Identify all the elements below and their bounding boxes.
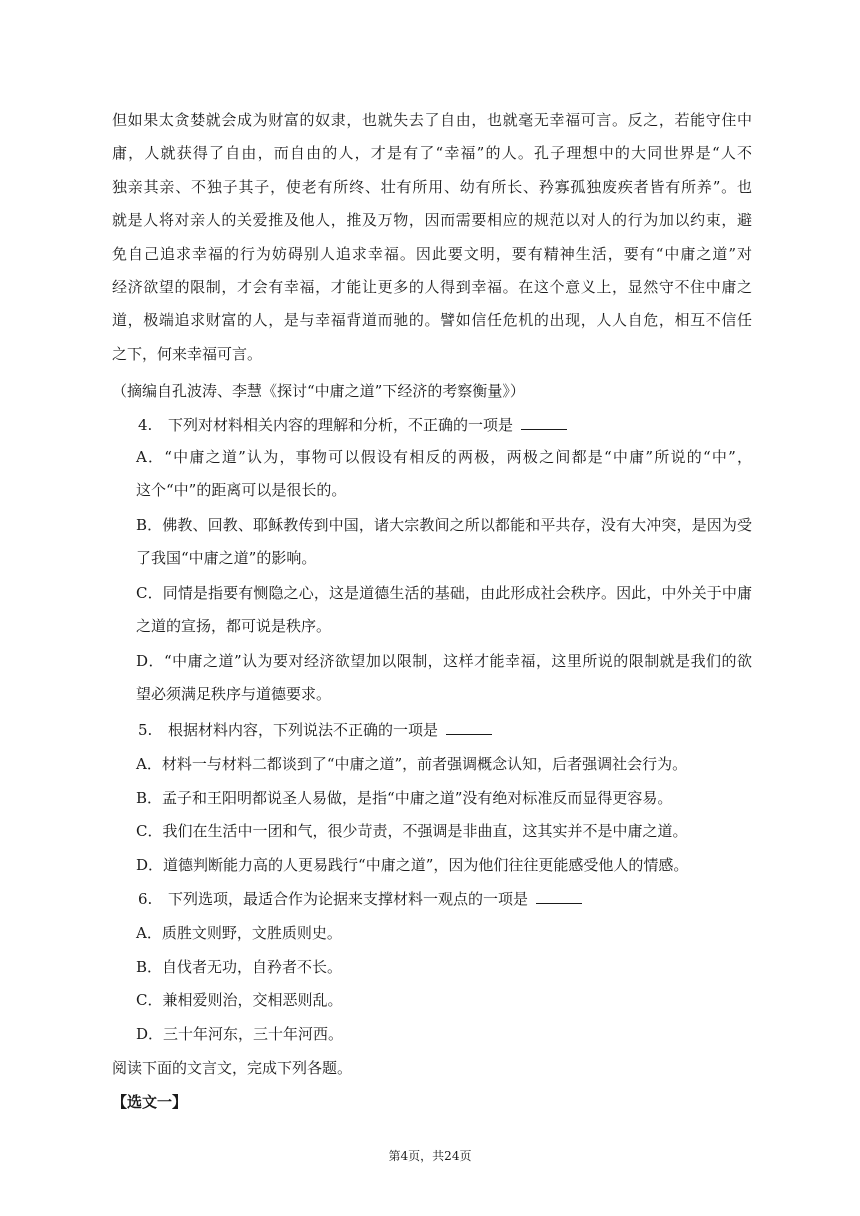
passage-line: 之下，何来幸福可言。 xyxy=(112,344,263,363)
option-line: D．“中庸之道”认为要对经济欲望加以限制，这样才能幸福，这里所说的限制就是我们的欲 xyxy=(136,652,752,670)
passage-line: 就是人将对亲人的关爱推及他人，推及万物，因而需要相应的规范以对人的行为加以约束，避 xyxy=(112,211,752,230)
passage-source: （摘编自孔波涛、李慧《探讨“中庸之道”下经济的考察衡量》） xyxy=(112,382,525,400)
question-5-stem xyxy=(138,720,492,740)
page-footer: 第4页，共24页 xyxy=(388,1149,472,1163)
question-5-option-a: A．材料一与材料二都谈到了“中庸之道”，前者强调概念认知，后者强调社会行为。 xyxy=(136,755,688,773)
question-4-option-d xyxy=(136,645,752,712)
question-6-option-a: A．质胜文则野，文胜质则史。 xyxy=(136,924,342,942)
passage-line: 但如果太贪婪就会成为财富的奴隶，也就失去了自由，也就毫无幸福可言。反之，若能守住中 xyxy=(112,111,752,129)
answer-blank[interactable] xyxy=(536,889,582,904)
question-4-option-a xyxy=(136,441,752,508)
question-number: 6. xyxy=(138,890,153,908)
question-text: 根据材料内容，下列说法不正确的一项是 xyxy=(168,721,439,739)
question-4-stem xyxy=(138,415,567,435)
passage-paragraph xyxy=(112,104,752,371)
question-5-option-c: C．我们在生活中一团和气，很少苛责，不强调是非曲直，这其实并不是中庸之道。 xyxy=(136,822,688,840)
option-line: 这个“中”的距离可以是很长的。 xyxy=(136,481,347,500)
passage-line: 免自己追求幸福的行为妨碍别人追求幸福。因此要文明，要有精神生活，要有“中庸之道”对 xyxy=(112,244,752,263)
section-heading: 【选文一】 xyxy=(112,1093,188,1111)
question-number: 5. xyxy=(138,721,153,739)
answer-blank[interactable] xyxy=(521,415,567,430)
passage-line: 独亲其亲、不独子其子，使老有所终、壮有所用、幼有所长、矜寡孤独废疾者皆有所养”。也 xyxy=(112,177,752,196)
question-text: 下列对材料相关内容的理解和分析，不正确的一项是 xyxy=(168,416,514,434)
question-text: 下列选项，最适合作为论据来支撑材料一观点的一项是 xyxy=(168,890,529,908)
passage-line: 道，极端追求财富的人，是与幸福背道而驰的。譬如信任危机的出现，人人自危，相互不信任 xyxy=(112,311,752,330)
question-6-stem xyxy=(138,889,582,909)
reading-instruction: 阅读下面的文言文，完成下列各题。 xyxy=(112,1059,353,1077)
option-line: 之道的宣扬，都可说是秩序。 xyxy=(136,617,332,636)
question-4-option-b xyxy=(136,509,752,576)
option-line: A．“中庸之道”认为，事物可以假设有相反的两极，两极之间都是“中庸”所说的“中”， xyxy=(136,448,752,466)
option-line: 望必须满足秩序与道德要求。 xyxy=(136,685,332,704)
question-6-option-d: D．三十年河东，三十年河西。 xyxy=(136,1025,344,1043)
question-6-option-b: B．自伐者无功，自矜者不长。 xyxy=(136,958,343,976)
option-line: B．佛教、回教、耶稣教传到中国，诸大宗教间之所以都能和平共存，没有大冲突，是因为受 xyxy=(136,516,752,534)
answer-blank[interactable] xyxy=(446,720,492,735)
passage-line: 经济欲望的限制，才会有幸福，才能让更多的人得到幸福。在这个意义上，显然守不住中庸之 xyxy=(112,278,752,297)
question-number: 4. xyxy=(138,416,153,434)
question-4-option-c xyxy=(136,577,752,644)
passage-line: 庸，人就获得了自由，而自由的人，才是有了“幸福”的人。孔子理想中的大同世界是“人不 xyxy=(112,144,752,163)
question-6-option-c: C．兼相爱则治，交相恶则乱。 xyxy=(136,991,343,1009)
option-line: 了我国“中庸之道”的影响。 xyxy=(136,549,317,568)
option-line: C．同情是指要有恻隐之心，这是道德生活的基础，由此形成社会秩序。因此，中外关于中庸 xyxy=(136,584,752,602)
question-5-option-b: B．孟子和王阳明都说圣人易做，是指“中庸之道”没有绝对标准反而显得更容易。 xyxy=(136,789,673,807)
question-5-option-d: D．道德判断能力高的人更易践行“中庸之道”，因为他们往往更能感受他人的情感。 xyxy=(136,856,689,874)
